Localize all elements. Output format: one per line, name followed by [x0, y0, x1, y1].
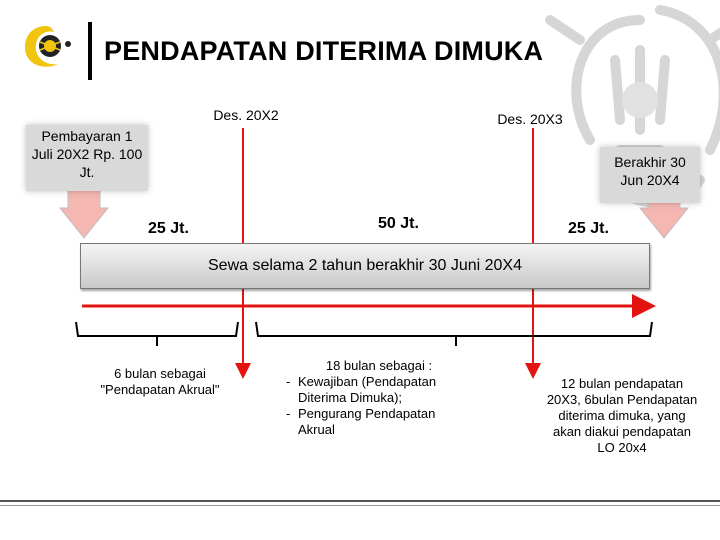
lease-period-bar [80, 243, 650, 289]
page-title: PENDAPATAN DITERIMA DIMUKA [104, 36, 544, 66]
note-18-item: - Pengurang Pendapatan Akrual [298, 406, 474, 438]
payment-callout: Pembayaran 1 Juli 20X2 Rp. 100 Jt. [26, 125, 148, 191]
amount-label: 25 Jt. [568, 220, 609, 237]
footer-divider [0, 500, 720, 502]
note-6-months: 6 bulan sebagai "Pendapatan Akrual" [100, 366, 220, 397]
note-18-list [284, 374, 474, 438]
payment-arrow [60, 188, 108, 238]
note-18-item: - Kewajiban (Pendapatan Diterima Dimuka); [298, 374, 474, 406]
note-12-months: 12 bulan pendapatan 20X3, 6bulan Pendapatan diterima dimuka, yang akan diakui pendapatan LO 20x4 [546, 376, 698, 455]
amount-label: 50 Jt. [378, 215, 419, 232]
end-callout: Berakhir 30 Jun 20X4 [600, 147, 700, 203]
bracket-6-months [76, 322, 238, 346]
note-18-heading: 18 bulan sebagai : [325, 358, 433, 373]
marker-label-des-20x3: Des. 20X3 [497, 111, 563, 127]
amount-label: 25 Jt. [148, 220, 189, 237]
footer-divider [0, 505, 720, 506]
note-18-months [284, 358, 474, 438]
marker-label-des-20x2: Des. 20X2 [213, 107, 279, 123]
lease-period-label: Sewa selama 2 tahun berakhir 30 Juni 20X4 [208, 257, 522, 274]
bracket-18-months [256, 322, 652, 346]
